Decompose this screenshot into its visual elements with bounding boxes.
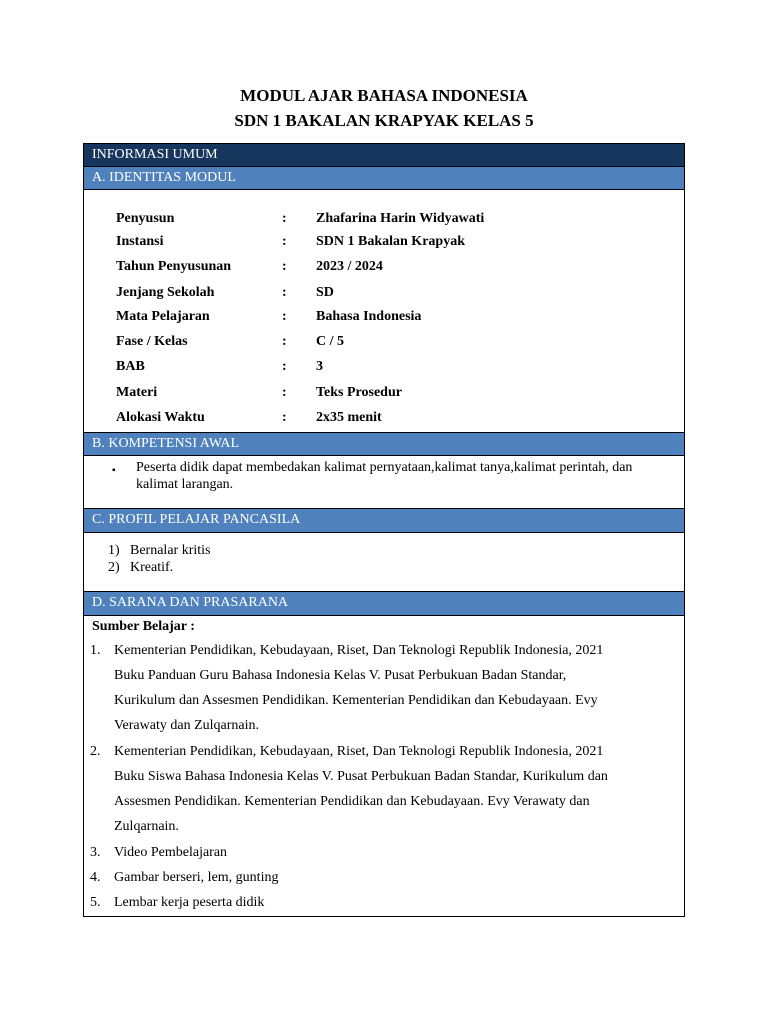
section-header-informasi-umum: INFORMASI UMUM [84,144,684,167]
sumber-belajar-heading: Sumber Belajar : [92,619,195,634]
document-title: MODUL AJAR BAHASA INDONESIA [240,86,528,105]
document-subtitle: SDN 1 BAKALAN KRAPYAK KELAS 5 [234,111,534,130]
section-header-profil-pelajar: C. PROFIL PELAJAR PANCASILA [84,508,684,533]
section-header-kompetensi-awal: B. KOMPETENSI AWAL [84,432,684,456]
section-header-identitas-modul: A. IDENTITAS MODUL [84,167,684,190]
bullet-square-icon: ▪ [112,465,116,476]
module-table: INFORMASI UMUM A. IDENTITAS MODUL Penyusun : Zhafarina Harin Widyawati Instansi : SDN 1 Bakalan Krapyak Tahun Penyusunan : 2023 / 2024 Jenjang Sekolah : SD Mata Pelajaran : Bahasa Indonesia Fase / Kelas : C / 5 BAB : 3 Materi : Teks Prosedur Alokasi Waktu : 2x35 menit B. KOMPETENSI AWAL ▪ Peserta didik dapat membedakan kalimat pernyataan,kalimat tanya,kalimat perintah, dan kalimat larangan. C. PROFIL PELAJAR PANCASILA 1) Bernalar kritis 2) Kreatif. D. SARANA DAN PRASARANA Sumber Belajar : 1. Kementerian Pendidikan, Kebudayaan, Riset, Dan Teknologi Republik Indonesia, 2021 Buku Panduan Guru Bahasa Indonesia Kelas V. Pusat Perbukuan Badan Standar, Kurikulum dan Assesmen Pendidikan. Kementerian Pendidikan dan Kebudayaan. Evy Verawaty dan Zulqarnain. 2. Kementerian Pendidikan, Kebudayaan, Riset, Dan Teknologi Republik Indonesia, 2021 Buku Siswa Bahasa Indonesia Kelas V. Pusat Perbukuan Badan Standar, Kurikulum dan Assesmen Pendidikan. Kementerian Pendidikan dan Kebudayaan. Evy Verawaty dan Zulqarnain. 3. Video Pembelajaran 4. Gambar berseri, lem, gunting 5. Lembar kerja peserta didik [83,143,685,917]
section-header-sarana-prasarana: D. SARANA DAN PRASARANA [84,591,684,616]
